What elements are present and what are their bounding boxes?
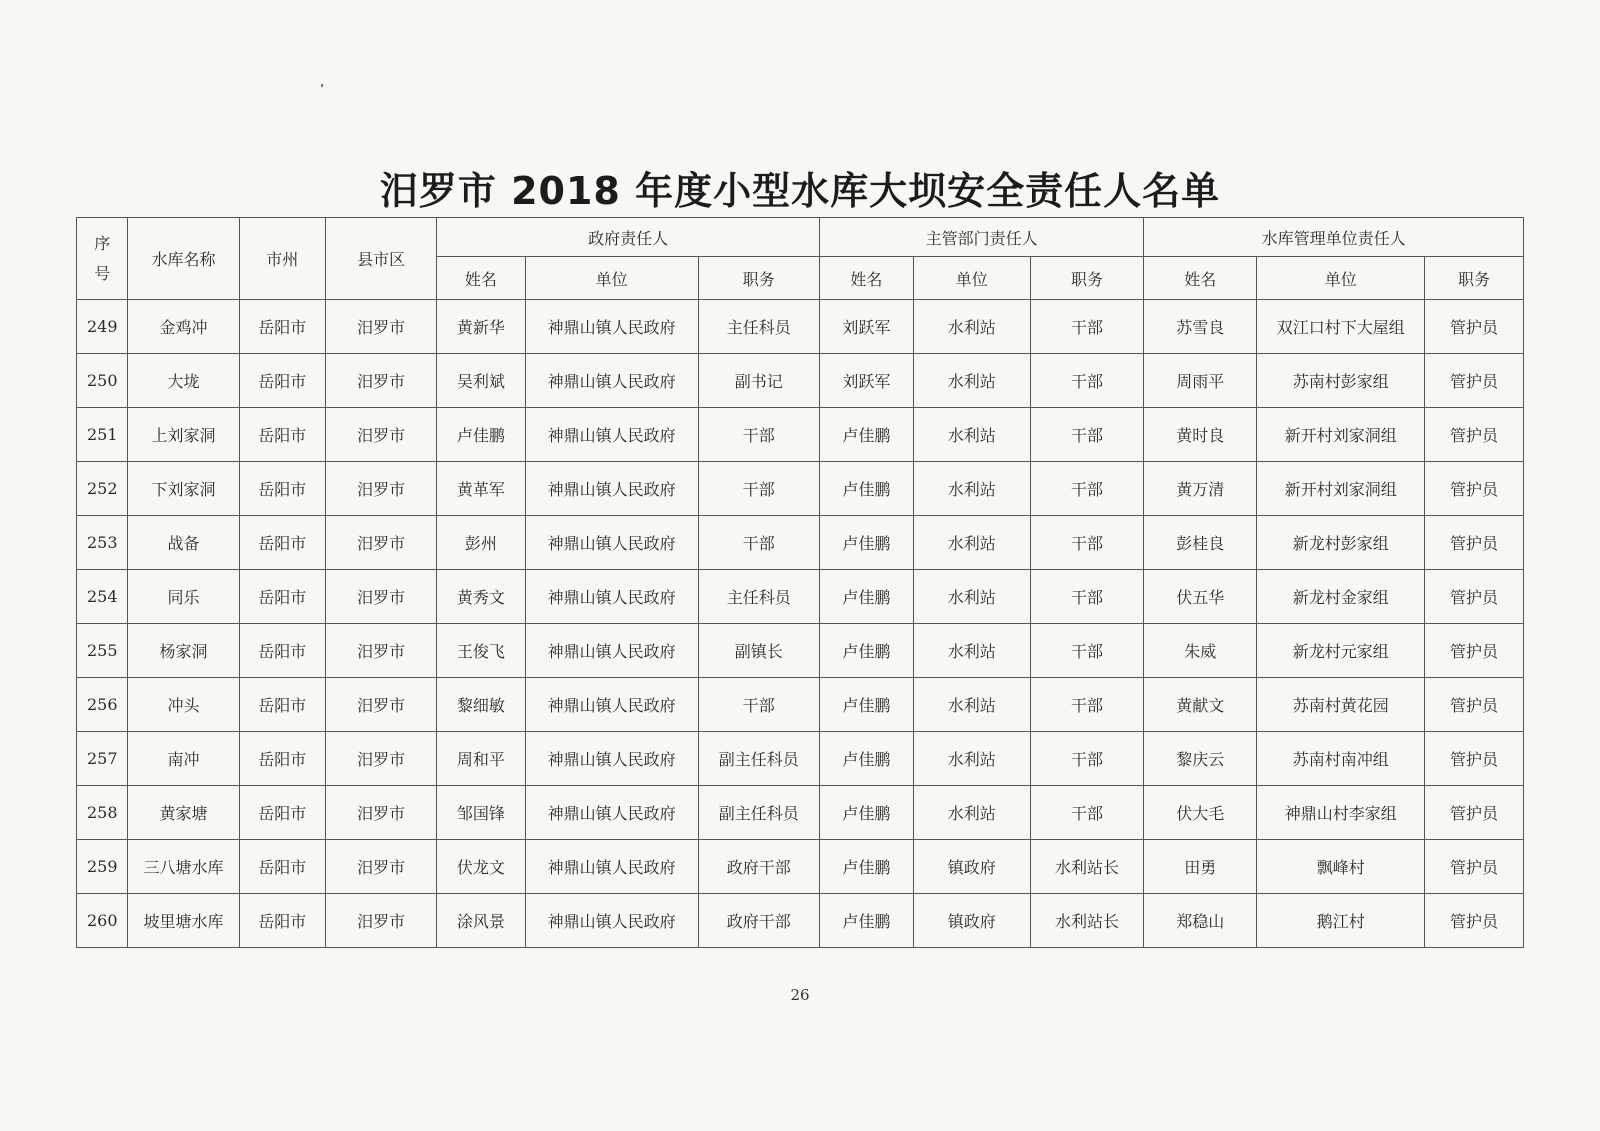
cell-dept-name: 卢佳鹏	[820, 462, 914, 516]
cell-mgmt-name: 田勇	[1144, 840, 1257, 894]
cell-city: 岳阳市	[239, 732, 325, 786]
header-reservoir-name: 水库名称	[128, 218, 239, 300]
cell-county: 汨罗市	[326, 408, 437, 462]
cell-dept-unit: 水利站	[913, 516, 1030, 570]
cell-seq: 257	[77, 732, 128, 786]
cell-gov-unit: 神鼎山镇人民政府	[525, 840, 698, 894]
cell-reservoir: 坡里塘水库	[128, 894, 239, 948]
cell-reservoir: 大垅	[128, 354, 239, 408]
cell-gov-unit: 神鼎山镇人民政府	[525, 354, 698, 408]
cell-county: 汨罗市	[326, 894, 437, 948]
table-row	[77, 624, 1524, 678]
header-gov-position: 职务	[698, 257, 819, 300]
cell-seq: 254	[77, 570, 128, 624]
header-mgmt-unit: 单位	[1257, 257, 1425, 300]
cell-gov-unit: 神鼎山镇人民政府	[525, 624, 698, 678]
cell-gov-position: 副主任科员	[698, 786, 819, 840]
cell-mgmt-unit: 新龙村彭家组	[1257, 516, 1425, 570]
cell-mgmt-unit: 新龙村元家组	[1257, 624, 1425, 678]
cell-mgmt-name: 黎庆云	[1144, 732, 1257, 786]
cell-dept-unit: 水利站	[913, 678, 1030, 732]
cell-mgmt-position: 管护员	[1425, 462, 1524, 516]
cell-reservoir: 南冲	[128, 732, 239, 786]
cell-reservoir: 三八塘水库	[128, 840, 239, 894]
cell-dept-unit: 镇政府	[913, 894, 1030, 948]
cell-city: 岳阳市	[239, 678, 325, 732]
cell-county: 汨罗市	[326, 732, 437, 786]
cell-seq: 250	[77, 354, 128, 408]
cell-gov-position: 副镇长	[698, 624, 819, 678]
cell-gov-unit: 神鼎山镇人民政府	[525, 786, 698, 840]
cell-mgmt-unit: 飘峰村	[1257, 840, 1425, 894]
header-seq-bottom: 号	[94, 263, 111, 283]
responsibility-table	[76, 217, 1524, 948]
table-row	[77, 462, 1524, 516]
cell-dept-unit: 水利站	[913, 786, 1030, 840]
cell-mgmt-name: 黄万清	[1144, 462, 1257, 516]
cell-reservoir: 冲头	[128, 678, 239, 732]
table-row	[77, 894, 1524, 948]
cell-gov-position: 干部	[698, 408, 819, 462]
header-city: 市州	[239, 218, 325, 300]
cell-county: 汨罗市	[326, 678, 437, 732]
cell-mgmt-name: 朱威	[1144, 624, 1257, 678]
cell-dept-unit: 水利站	[913, 732, 1030, 786]
cell-mgmt-name: 黄献文	[1144, 678, 1257, 732]
cell-dept-position: 水利站长	[1030, 840, 1143, 894]
cell-county: 汨罗市	[326, 462, 437, 516]
cell-dept-position: 干部	[1030, 624, 1143, 678]
cell-seq: 251	[77, 408, 128, 462]
cell-dept-name: 卢佳鹏	[820, 408, 914, 462]
cell-dept-unit: 水利站	[913, 300, 1030, 354]
cell-dept-name: 卢佳鹏	[820, 570, 914, 624]
cell-gov-position: 主任科员	[698, 570, 819, 624]
cell-mgmt-position: 管护员	[1425, 894, 1524, 948]
cell-dept-unit: 水利站	[913, 624, 1030, 678]
cell-mgmt-position: 管护员	[1425, 516, 1524, 570]
cell-seq: 252	[77, 462, 128, 516]
header-county: 县市区	[326, 218, 437, 300]
cell-seq: 249	[77, 300, 128, 354]
table-row	[77, 786, 1524, 840]
cell-gov-name: 彭州	[437, 516, 526, 570]
cell-county: 汨罗市	[326, 570, 437, 624]
cell-dept-position: 干部	[1030, 354, 1143, 408]
cell-city: 岳阳市	[239, 408, 325, 462]
cell-city: 岳阳市	[239, 354, 325, 408]
cell-city: 岳阳市	[239, 300, 325, 354]
cell-mgmt-name: 苏雪良	[1144, 300, 1257, 354]
cell-mgmt-position: 管护员	[1425, 570, 1524, 624]
cell-mgmt-position: 管护员	[1425, 624, 1524, 678]
cell-gov-name: 涂风景	[437, 894, 526, 948]
cell-dept-position: 干部	[1030, 570, 1143, 624]
cell-gov-position: 干部	[698, 678, 819, 732]
cell-gov-position: 政府干部	[698, 894, 819, 948]
header-dept-name: 姓名	[820, 257, 914, 300]
cell-mgmt-position: 管护员	[1425, 732, 1524, 786]
cell-gov-unit: 神鼎山镇人民政府	[525, 516, 698, 570]
cell-reservoir: 黄家塘	[128, 786, 239, 840]
cell-mgmt-name: 彭桂良	[1144, 516, 1257, 570]
cell-dept-name: 卢佳鹏	[820, 732, 914, 786]
cell-mgmt-unit: 苏南村彭家组	[1257, 354, 1425, 408]
cell-gov-position: 政府干部	[698, 840, 819, 894]
cell-city: 岳阳市	[239, 516, 325, 570]
cell-reservoir: 同乐	[128, 570, 239, 624]
scan-speck	[321, 84, 323, 87]
cell-mgmt-name: 周雨平	[1144, 354, 1257, 408]
cell-reservoir: 上刘家洞	[128, 408, 239, 462]
cell-gov-unit: 神鼎山镇人民政府	[525, 462, 698, 516]
cell-mgmt-position: 管护员	[1425, 840, 1524, 894]
cell-mgmt-name: 伏五华	[1144, 570, 1257, 624]
cell-gov-name: 黄秀文	[437, 570, 526, 624]
cell-city: 岳阳市	[239, 462, 325, 516]
header-dept-unit: 单位	[913, 257, 1030, 300]
cell-dept-name: 卢佳鹏	[820, 516, 914, 570]
cell-dept-position: 干部	[1030, 732, 1143, 786]
table-row	[77, 678, 1524, 732]
table-row	[77, 840, 1524, 894]
cell-mgmt-position: 管护员	[1425, 300, 1524, 354]
cell-city: 岳阳市	[239, 840, 325, 894]
header-gov-group: 政府责任人	[437, 218, 820, 257]
cell-dept-position: 干部	[1030, 516, 1143, 570]
cell-dept-position: 干部	[1030, 462, 1143, 516]
header-gov-name: 姓名	[437, 257, 526, 300]
cell-mgmt-unit: 新开村刘家洞组	[1257, 408, 1425, 462]
table-row	[77, 300, 1524, 354]
cell-gov-name: 卢佳鹏	[437, 408, 526, 462]
header-mgmt-position: 职务	[1425, 257, 1524, 300]
cell-gov-unit: 神鼎山镇人民政府	[525, 732, 698, 786]
table-row	[77, 570, 1524, 624]
cell-dept-position: 干部	[1030, 786, 1143, 840]
table-row	[77, 516, 1524, 570]
cell-city: 岳阳市	[239, 786, 325, 840]
cell-gov-unit: 神鼎山镇人民政府	[525, 894, 698, 948]
cell-mgmt-unit: 新龙村金家组	[1257, 570, 1425, 624]
cell-city: 岳阳市	[239, 894, 325, 948]
cell-gov-position: 干部	[698, 516, 819, 570]
cell-mgmt-unit: 新开村刘家洞组	[1257, 462, 1425, 516]
cell-mgmt-unit: 神鼎山村李家组	[1257, 786, 1425, 840]
cell-dept-position: 干部	[1030, 678, 1143, 732]
table-row	[77, 408, 1524, 462]
header-seq-top: 序	[94, 233, 111, 253]
cell-county: 汨罗市	[326, 300, 437, 354]
header-dept-position: 职务	[1030, 257, 1143, 300]
cell-dept-name: 刘跃军	[820, 300, 914, 354]
cell-city: 岳阳市	[239, 570, 325, 624]
cell-gov-name: 黎细敏	[437, 678, 526, 732]
cell-seq: 255	[77, 624, 128, 678]
cell-gov-position: 副书记	[698, 354, 819, 408]
cell-county: 汨罗市	[326, 624, 437, 678]
cell-dept-name: 卢佳鹏	[820, 786, 914, 840]
cell-seq: 256	[77, 678, 128, 732]
cell-dept-name: 卢佳鹏	[820, 678, 914, 732]
cell-county: 汨罗市	[326, 786, 437, 840]
cell-dept-name: 卢佳鹏	[820, 840, 914, 894]
cell-dept-position: 干部	[1030, 408, 1143, 462]
table-row	[77, 354, 1524, 408]
cell-dept-unit: 水利站	[913, 462, 1030, 516]
cell-county: 汨罗市	[326, 354, 437, 408]
cell-reservoir: 战备	[128, 516, 239, 570]
cell-gov-unit: 神鼎山镇人民政府	[525, 678, 698, 732]
table-body	[77, 300, 1524, 948]
cell-mgmt-unit: 鹅江村	[1257, 894, 1425, 948]
cell-county: 汨罗市	[326, 516, 437, 570]
cell-dept-unit: 水利站	[913, 354, 1030, 408]
cell-mgmt-name: 伏大毛	[1144, 786, 1257, 840]
cell-mgmt-unit: 苏南村南冲组	[1257, 732, 1425, 786]
cell-dept-name: 卢佳鹏	[820, 624, 914, 678]
cell-gov-position: 干部	[698, 462, 819, 516]
cell-gov-unit: 神鼎山镇人民政府	[525, 408, 698, 462]
cell-mgmt-unit: 双江口村下大屋组	[1257, 300, 1425, 354]
cell-seq: 258	[77, 786, 128, 840]
cell-gov-name: 伏龙文	[437, 840, 526, 894]
cell-dept-unit: 水利站	[913, 408, 1030, 462]
page-number: 26	[790, 986, 810, 1004]
cell-seq: 253	[77, 516, 128, 570]
cell-gov-position: 主任科员	[698, 300, 819, 354]
header-dept-group: 主管部门责任人	[820, 218, 1144, 257]
cell-gov-name: 周和平	[437, 732, 526, 786]
header-mgmt-name: 姓名	[1144, 257, 1257, 300]
header-gov-unit: 单位	[525, 257, 698, 300]
cell-county: 汨罗市	[326, 840, 437, 894]
cell-seq: 259	[77, 840, 128, 894]
table-row	[77, 732, 1524, 786]
cell-gov-name: 邹国锋	[437, 786, 526, 840]
cell-mgmt-name: 郑稳山	[1144, 894, 1257, 948]
cell-dept-unit: 水利站	[913, 570, 1030, 624]
cell-mgmt-position: 管护员	[1425, 408, 1524, 462]
header-seq	[77, 218, 128, 300]
cell-dept-name: 卢佳鹏	[820, 894, 914, 948]
cell-reservoir: 杨家洞	[128, 624, 239, 678]
header-row-group	[77, 218, 1524, 257]
cell-seq: 260	[77, 894, 128, 948]
cell-dept-position: 水利站长	[1030, 894, 1143, 948]
cell-gov-name: 吴利斌	[437, 354, 526, 408]
document-title: 汨罗市 2018 年度小型水库大坝安全责任人名单	[379, 169, 1221, 213]
cell-gov-position: 副主任科员	[698, 732, 819, 786]
cell-mgmt-unit: 苏南村黄花园	[1257, 678, 1425, 732]
header-mgmt-group: 水库管理单位责任人	[1144, 218, 1524, 257]
cell-gov-unit: 神鼎山镇人民政府	[525, 570, 698, 624]
cell-city: 岳阳市	[239, 624, 325, 678]
cell-gov-name: 黄革军	[437, 462, 526, 516]
cell-mgmt-position: 管护员	[1425, 354, 1524, 408]
cell-reservoir: 金鸡冲	[128, 300, 239, 354]
cell-gov-name: 王俊飞	[437, 624, 526, 678]
cell-mgmt-position: 管护员	[1425, 786, 1524, 840]
cell-dept-position: 干部	[1030, 300, 1143, 354]
cell-gov-name: 黄新华	[437, 300, 526, 354]
cell-dept-name: 刘跃军	[820, 354, 914, 408]
cell-reservoir: 下刘家洞	[128, 462, 239, 516]
cell-gov-unit: 神鼎山镇人民政府	[525, 300, 698, 354]
cell-mgmt-position: 管护员	[1425, 678, 1524, 732]
cell-mgmt-name: 黄时良	[1144, 408, 1257, 462]
cell-dept-unit: 镇政府	[913, 840, 1030, 894]
